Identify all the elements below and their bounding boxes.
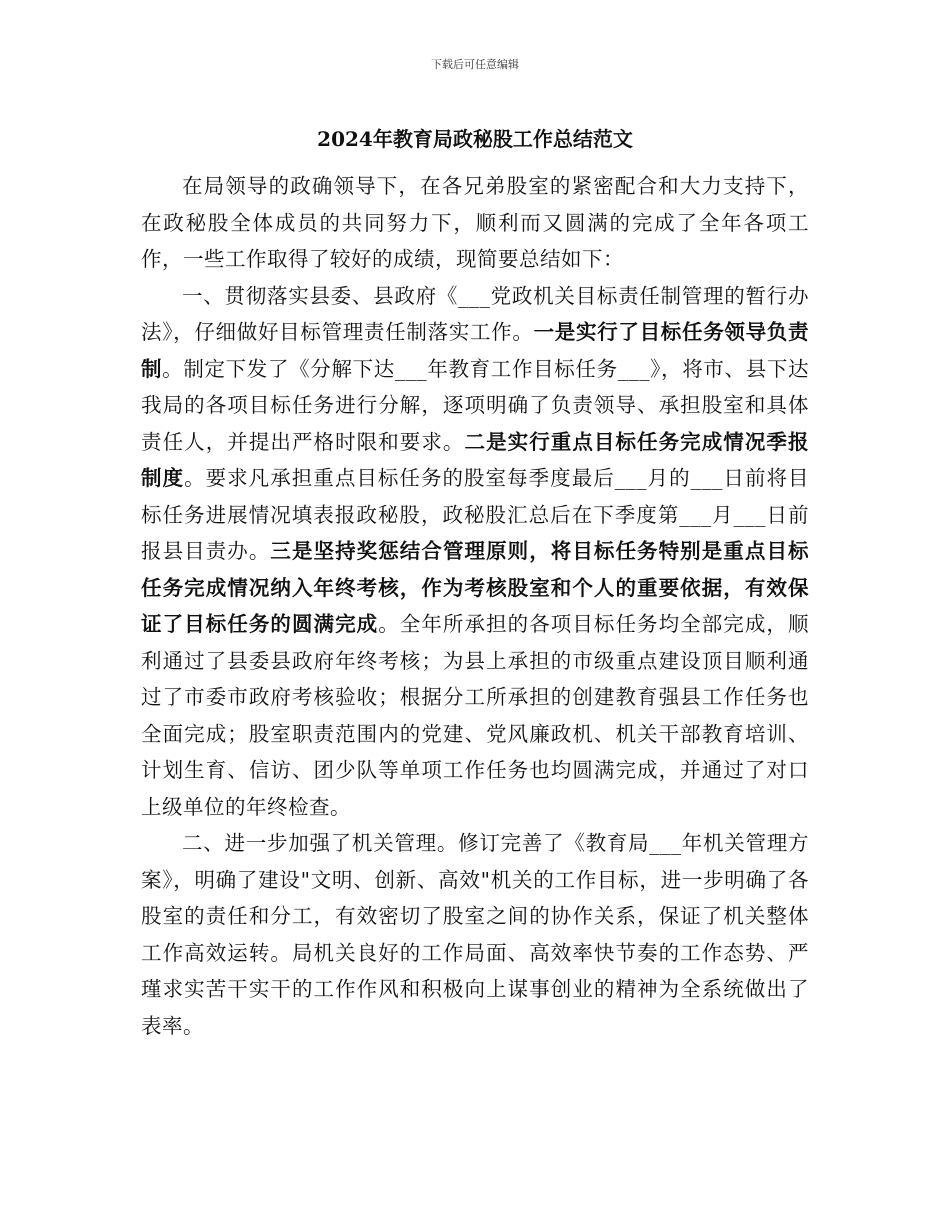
paragraph-text: 。全年所承担的各项目标任务均全部完成，顺利通过了县委县政府年终考核；为县上承担的市级重点建设顶目顺利通过了市委市政府考核验收；根据分工所承担的创建教育强县工作任务也全面完成；股室职责范围内的党建、党风廉政机、机关干部教育培训、计划生育、信访、团少队等单项工作任务也均圆满完成，并通过了对口上级单位的年终检查。 (141, 612, 809, 819)
paragraph-office-management (141, 825, 809, 1044)
emphasis-text: 一是实行了目标任务领导负责制 (141, 320, 810, 381)
paragraph-text: 二、进一步加强了机关管理。修订完善了《教育局___年机关管理方案》，明确了建设"文明、创新、高效"机关的工作目标，进一步明确了各股室的责任和分工，有效密切了股室之间的协作关系，保证了机关整体工作高效运转。局机关良好的工作局面、高效率快节奏的工作态势、严瑾求实苦干实干的工作作风和积极向上谋事创业的精神为全系统做出了表率。 (141, 831, 809, 1038)
paragraph-text: 。要求凡承担重点目标任务的股室每季度最后___月的___日前将目标任务进展情况填表报政秘股，政秘股汇总后在下季度第___月___日前报县目责办。 (141, 466, 810, 563)
document-title: 2024年教育局政秘股工作总结范文 (317, 127, 633, 151)
emphasis-text: 二是实行重点目标任务完成情况季报制度 (141, 429, 809, 490)
emphasis-text: 三是坚持奖惩结合管理原则，将目标任务特别是重点目标任务完成情况纳入年终考核，作为考核股室和个人的重要依据，有效保证了目标任务的圆满完成 (141, 539, 810, 636)
header-note: 下载后可任意编辑 (431, 58, 519, 71)
paragraph-text: 一、贯彻落实县委、县政府《___党政机关目标责任制管理的暂行办法》，仔细做好目标管理责任制落实工作。 (141, 283, 809, 344)
paragraph-text: 在局领导的政确领导下，在各兄弟股室的紧密配合和大力支持下，在政秘股全体成员的共同努力下，顺利而又圆满的完成了全年各项工作，一些工作取得了较好的成绩，现简要总结如下： (141, 174, 809, 271)
paragraph-intro (141, 168, 809, 278)
paragraph-target-management (141, 278, 809, 826)
document-body (141, 168, 809, 1044)
paragraph-text: 。制定下发了《分解下达___年教育工作目标任务___》，将市、县下达我局的各项目标任务进行分解，逐项明确了负责领导、承担股室和具体责任人，并提出严格时限和要求。 (141, 356, 810, 454)
